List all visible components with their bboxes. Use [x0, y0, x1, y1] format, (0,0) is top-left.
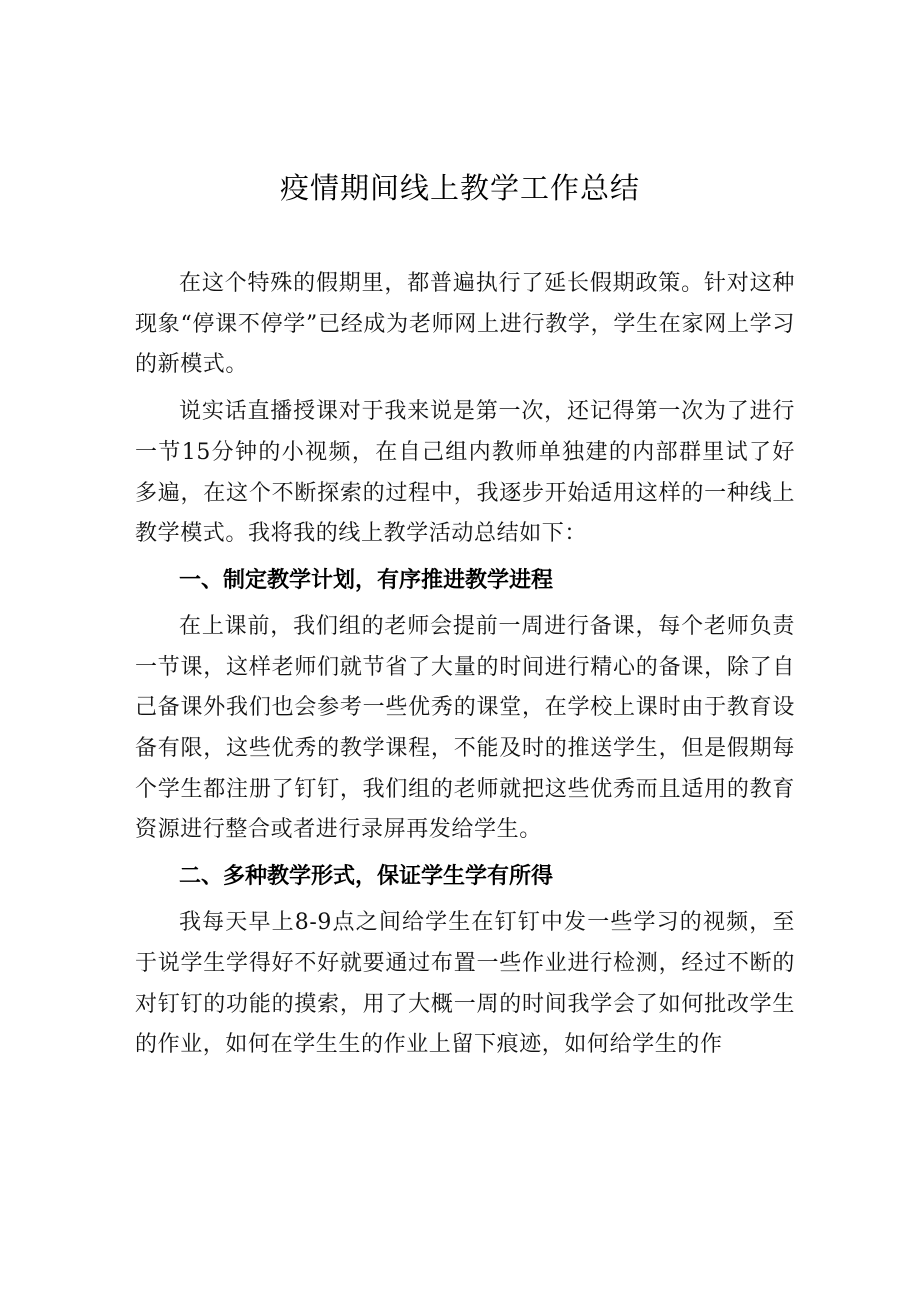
section-2-paragraph: 我每天早上8-9点之间给学生在钉钉中发一些学习的视频，至于说学生学得好不好就要通过布置一些作业进行检测，经过不断的对钉钉的功能的摸索，用了大概一周的时间我学会了如何批改学生的作业，如何在学生生的作业上留下痕迹，如何给学生的作	[135, 910, 795, 1058]
document-title: 疫情期间线上教学工作总结	[279, 171, 640, 205]
experience-paragraph: 说实话直播授课对于我来说是第一次，还记得第一次为了进行一节15分钟的小视频，在自己组内教师单独建的内部群里试了好多遍，在这个不断探索的过程中，我逐步开始适用这样的一种线上教学模式。我将我的线上教学活动总结如下：	[135, 399, 795, 547]
section-1-paragraph: 在上课前，我们组的老师会提前一周进行备课，每个老师负责一节课，这样老师们就节省了大量的时间进行精心的备课，除了自己备课外我们也会参考一些优秀的课堂，在学校上课时由于教育设备有限，这些优秀的教学课程，不能及时的推送学生，但是假期每个学生都注册了钉钉，我们组的老师就把这些优秀而且适用的教育资源进行整合或者进行录屏再发给学生。	[135, 613, 795, 843]
intro-paragraph: 在这个特殊的假期里，都普遍执行了延长假期政策。针对这种现象“停课不停学”已经成为老师网上进行教学，学生在家网上学习的新模式。	[135, 271, 795, 378]
document-body	[135, 264, 795, 1072]
section-2-heading: 二、多种教学形式，保证学生学有所得	[179, 864, 554, 890]
section-1-heading: 一、制定教学计划，有序推进教学进程	[179, 567, 554, 593]
